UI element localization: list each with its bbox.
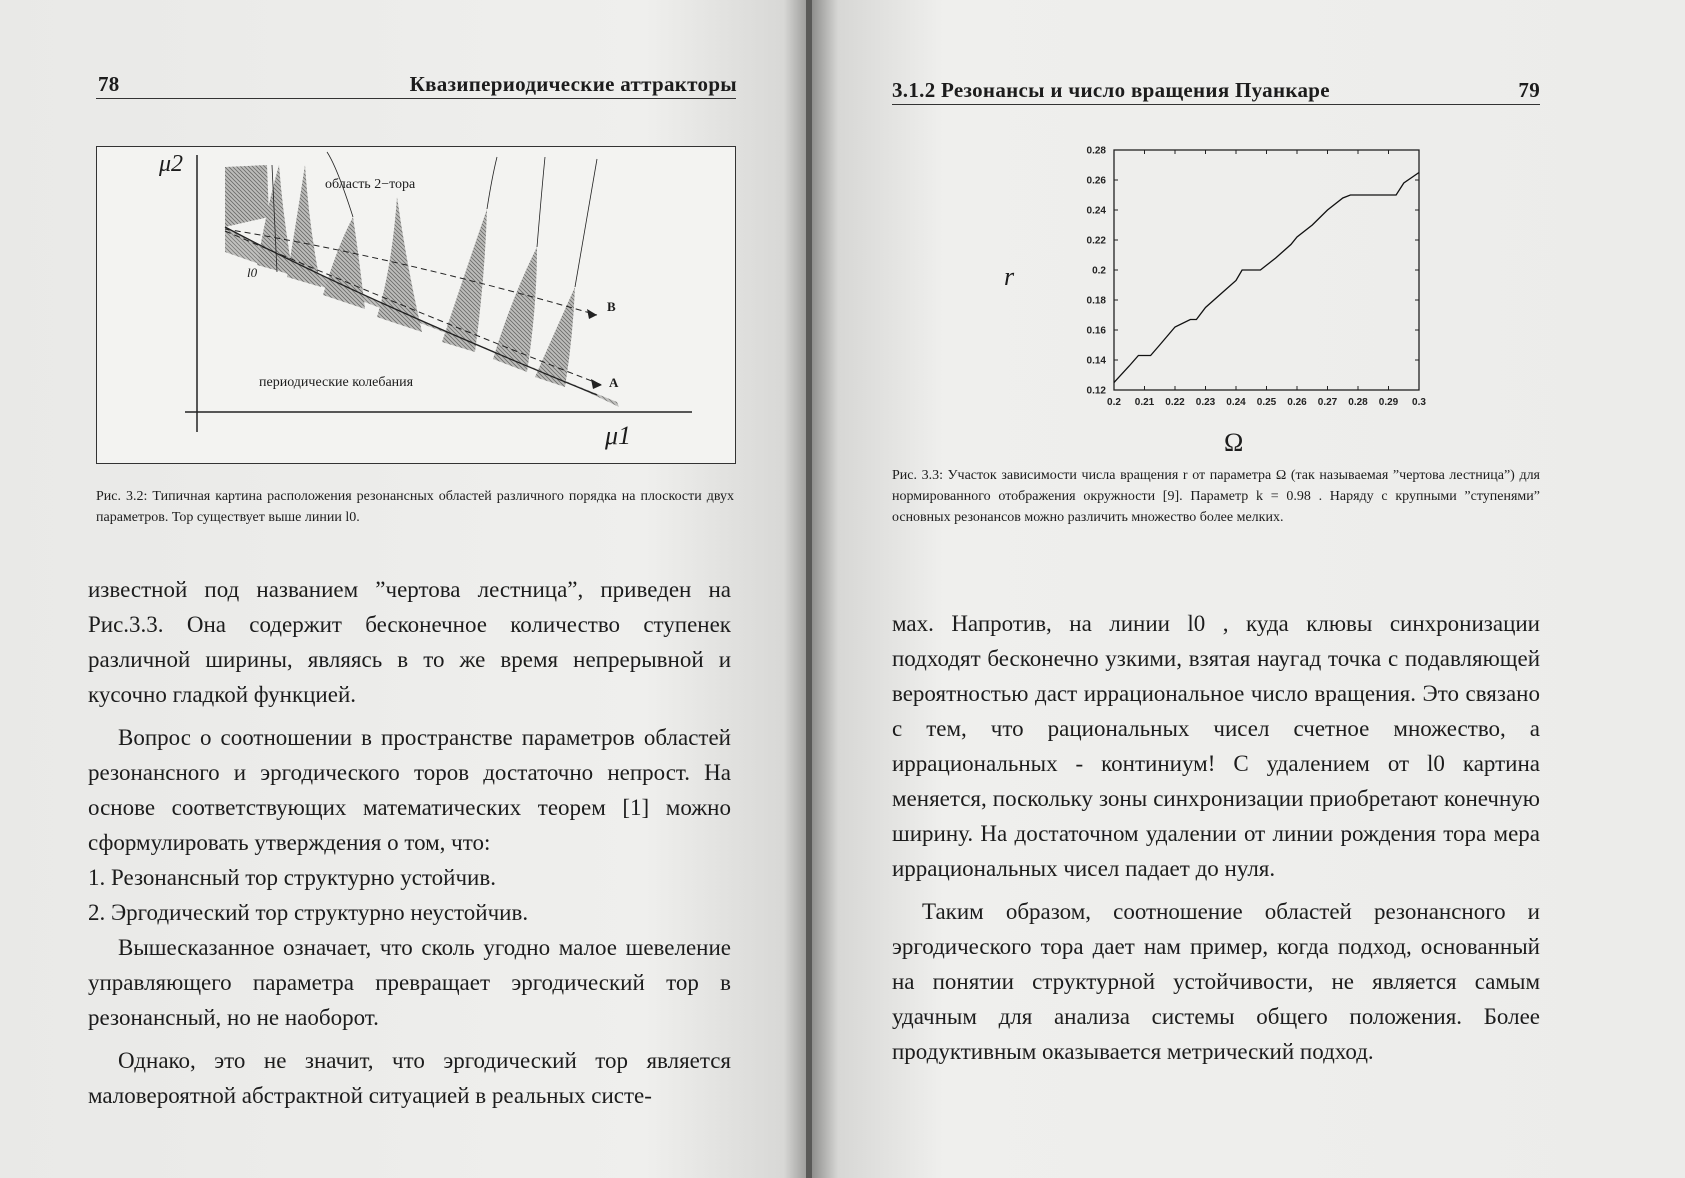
figure-caption (96, 486, 734, 528)
x-tick-label: 0.21 (1134, 397, 1155, 408)
series-line (1114, 173, 1419, 383)
x-tick-label: 0.27 (1317, 397, 1338, 408)
b-label: B (607, 299, 616, 314)
page-number: 79 (1518, 78, 1540, 102)
devils-staircase-chart (1032, 140, 1492, 455)
paragraph: Вышесказанное означает, что сколь угодно малое шевеление управляющего параметра превращает эргодический тор в резонансный, но не наоборот. (88, 935, 731, 1030)
y-tick-label: 0.16 (1086, 325, 1106, 337)
running-title: 3.1.2 Резонансы и число вращения Пуанкаре (892, 78, 1330, 102)
figure-caption (892, 465, 1540, 528)
y-tick-label: 0.12 (1086, 385, 1106, 397)
plot-frame (1114, 150, 1419, 390)
header-rule (96, 98, 736, 99)
x-axis-label: Ω (1224, 428, 1244, 457)
x-tick-label: 0.24 (1226, 397, 1246, 408)
region-label: область 2−тора (325, 177, 416, 192)
a-label: A (609, 375, 619, 390)
x-tick-label: 0.25 (1256, 397, 1277, 408)
list-item: 2. Эргодический тор структурно неустойчив. (88, 900, 529, 925)
x-tick-label: 0.28 (1348, 397, 1368, 408)
x-tick-label: 0.2 (1107, 397, 1121, 408)
mu1-label: μ1 (605, 421, 632, 450)
paragraph: Вопрос о соотношении в пространстве параметров областей резонансного и эргодического торов достаточно непрост. На основе соответствующих математических теорем [1] можно сформулировать утверждения о том, что: (88, 725, 731, 855)
running-title: Квазипериодические аттракторы (409, 72, 737, 96)
y-tick-label: 0.26 (1086, 175, 1106, 187)
right-body (892, 606, 1540, 1069)
figure-3-2 (96, 146, 736, 464)
x-tick-label: 0.22 (1165, 397, 1185, 408)
left-body (88, 572, 731, 1113)
x-tick-label: 0.29 (1378, 397, 1399, 408)
l0-label: l0 (247, 265, 258, 280)
resonance-diagram (97, 147, 735, 463)
x-tick-label: 0.3 (1412, 397, 1426, 408)
paragraph: известной под названием ”чертова лестница”, приведен на Рис.3.3. Она содержит бесконечное количество ступенек различной ширины, являясь в то же время непрерывной и кусочно гладкой функцией. (88, 577, 731, 707)
page-number: 78 (98, 72, 120, 96)
x-tick-label: 0.23 (1195, 397, 1216, 408)
y-tick-label: 0.22 (1086, 235, 1106, 247)
y-tick-label: 0.24 (1086, 205, 1106, 217)
header-rule (892, 104, 1540, 105)
caption-label: Рис. 3.3: (892, 468, 943, 483)
y-tick-label: 0.28 (1086, 145, 1106, 157)
caption-text: Типичная картина расположения резонансных областей различного порядка на плоскости двух параметров. Тор существует выше линии l0. (96, 489, 735, 525)
x-tick-label: 0.26 (1287, 397, 1307, 408)
y-tick-label: 0.14 (1086, 355, 1106, 367)
right-page (812, 0, 1685, 1178)
paragraph: Таким образом, соотношение областей резонансного и эргодического тора дает нам пример, когда подход, основанный на понятии структурной устойчивости, не является самым удачным для анализа системы общего положения. Более продуктивным оказывается метрический подход. (892, 899, 1540, 1064)
y-tick-label: 0.18 (1086, 295, 1106, 307)
periodic-label: периодические колебания (259, 375, 414, 390)
list-item: 1. Резонансный тор структурно устойчив. (88, 865, 496, 890)
y-axis-label: r (1004, 262, 1015, 291)
paragraph: Однако, это не значит, что эргодический тор является маловероятной абстрактной ситуацией в реальных систе- (88, 1048, 731, 1108)
paragraph: мах. Напротив, на линии l0 , куда клювы синхронизации подходят бесконечно узкими, взятая наугад точка с подавляющей вероятностью даст иррациональное число вращения. Это связано с тем, что рациональных чисел счетное множество, а иррациональных - континиум! С удалением от l0 картина меняется, поскольку зоны синхронизации приобретают конечную ширину. На достаточном удалении от линии рождения тора мера иррациональных чисел падает до нуля. (892, 611, 1540, 881)
left-page (0, 0, 808, 1178)
y-tick-label: 0.2 (1092, 265, 1106, 277)
caption-text: Участок зависимости числа вращения r от параметра Ω (так называемая ”чертова лестница”) для нормированного отображения окружности [9]. Параметр k = 0.98 . Наряду с крупными ”ступенями” основных резонансов можно различить множество более мелких. (892, 468, 1541, 525)
mu2-label: μ2 (159, 151, 184, 177)
caption-label: Рис. 3.2: (96, 489, 148, 504)
